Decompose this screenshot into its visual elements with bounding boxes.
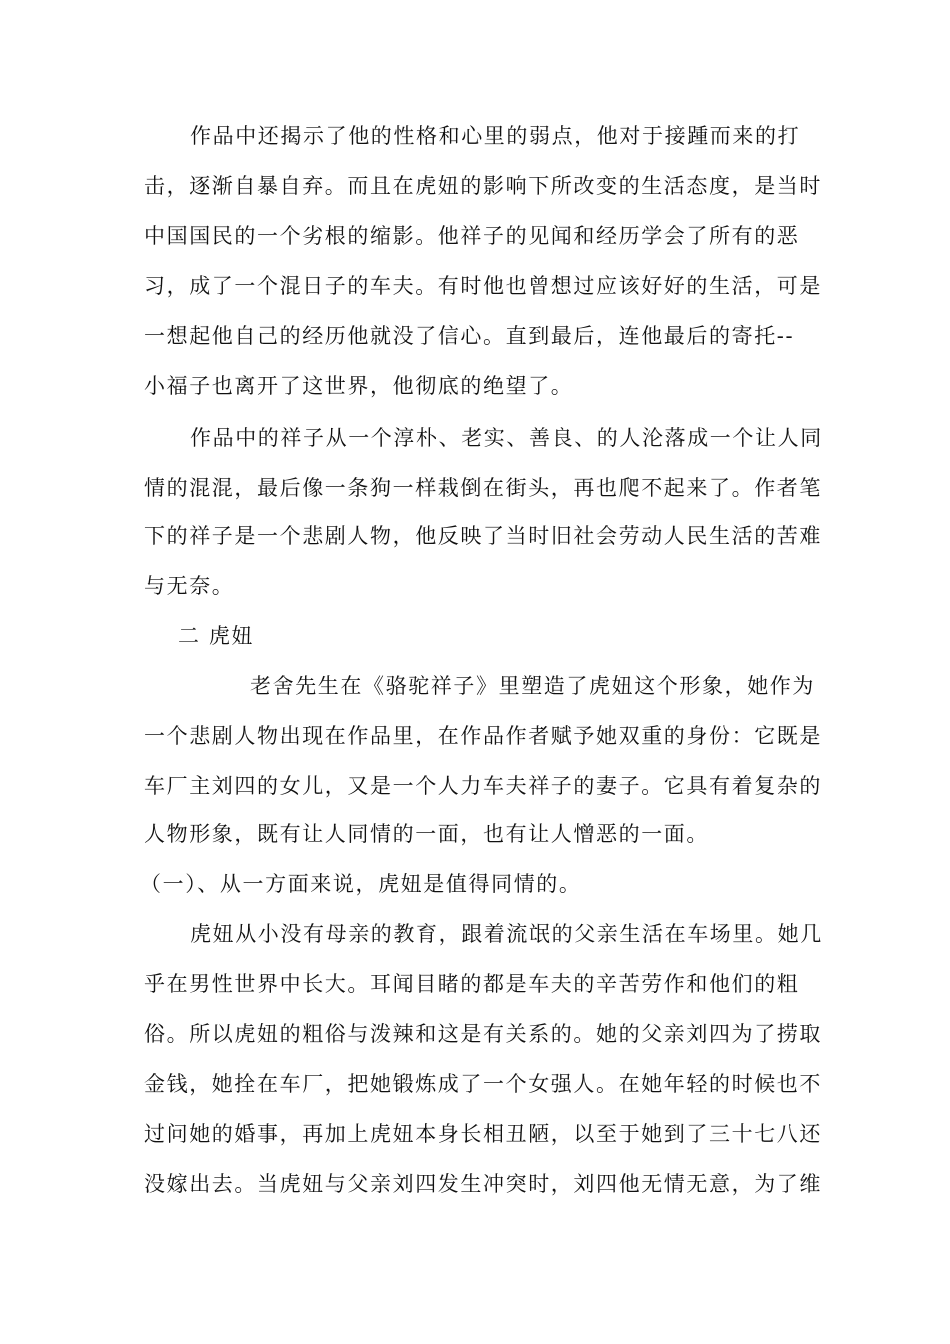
text-line: 金钱，她拴在车厂，把她锻炼成了一个女强人。在她年轻的时候也不 [144,1072,822,1096]
text-line: 过问她的婚事，再加上虎妞本身长相丑陋，以至于她到了三十七八还 [144,1122,822,1146]
text-line: 下的祥子是一个悲剧人物，他反映了当时旧社会劳动人民生活的苦难 [144,524,822,548]
text-line: 虎妞从小没有母亲的教育，跟着流氓的父亲生活在车场里。她几 [190,922,823,946]
text-line: 习，成了一个混日子的车夫。有时他也曾想过应该好好的生活，可是 [144,274,822,298]
text-line: 击，逐渐自暴自弃。而且在虎妞的影响下所改变的生活态度，是当时 [144,174,822,198]
text-line: 与无奈。 [144,574,235,598]
text-line: 乎在男性世界中长大。耳闻目睹的都是车夫的辛苦劳作和他们的粗 [144,972,800,996]
text-line: 车厂主刘四的女儿，又是一个人力车夫祥子的妻子。它具有着复杂的 [144,774,822,798]
subsection-heading: （一）、从一方面来说，虎妞是值得同情的。 [140,872,582,896]
section-heading: 二 虎妞 [178,624,255,648]
text-line: 情的混混，最后像一条狗一样栽倒在街头，再也爬不起来了。作者笔 [144,476,822,500]
text-line: 一想起他自己的经历他就没了信心。直到最后，连他最后的寄托-- [144,324,795,348]
text-line: 作品中还揭示了他的性格和心里的弱点，他对于接踵而来的打 [190,124,801,148]
text-line: 没嫁出去。当虎妞与父亲刘四发生冲突时，刘四他无情无意，为了维 [144,1172,822,1196]
text-line: 俗。所以虎妞的粗俗与泼辣和这是有关系的。她的父亲刘四为了捞取 [144,1022,822,1046]
text-line: 中国国民的一个劣根的缩影。他祥子的见闻和经历学会了所有的恶 [144,224,800,248]
text-line: 作品中的祥子从一个淳朴、老实、善良、的人沦落成一个让人同 [190,426,823,450]
text-line: 小福子也离开了这世界，他彻底的绝望了。 [144,374,574,398]
text-line: 老舍先生在《骆驼祥子》里塑造了虎妞这个形象，她作为 [250,674,815,698]
text-line: 人物形象，既有让人同情的一面，也有让人憎恶的一面。 [144,822,709,846]
text-line: 一个悲剧人物出现在作品里，在作品作者赋予她双重的身份：它既是 [144,724,822,748]
